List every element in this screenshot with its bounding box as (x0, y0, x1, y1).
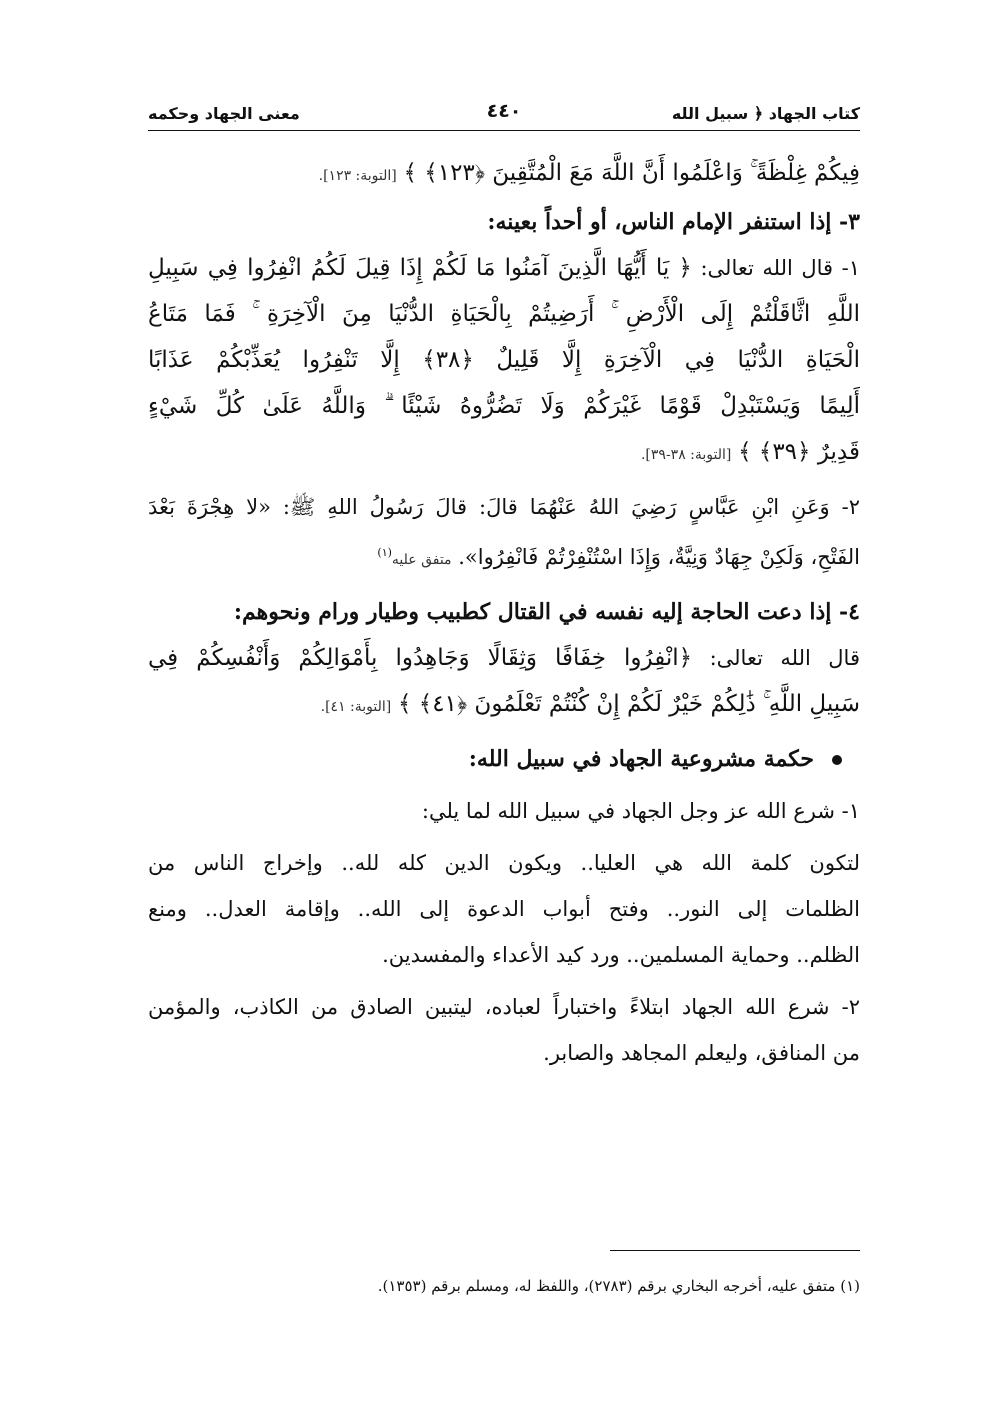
hadith-line: ٢- وَعَنِ ابْنِ عَبَّاسٍ رَضِيَ اللهُ عَنْهُمَا قالَ: قالَ رَسُولُ اللهِ ﷺ: «لا هِجْرَةَ بَعْدَ (148, 495, 860, 519)
bullet-heading-text: حكمة مشروعية الجهاد في سبيل الله: (468, 746, 814, 772)
verse-reference: [التوبة: ٣٨-٣٩]. (640, 447, 732, 463)
footnote: (١) متفق عليه، أخرجه البخاري برقم (٢٧٨٣)، واللفظ له، ومسلم برقم (١٣٥٣). (377, 1277, 860, 1295)
section-heading-3: ٣- إذا استنفر الإمام الناس، أو أحداً بعينه: (487, 209, 860, 235)
quran-verse-line: أَلِيمًا وَيَسْتَبْدِلْ قَوْمًا غَيْرَكُمْ وَلَا تَضُرُّوهُ شَيْئًا ۗ وَاللَّهُ عَلَىٰ كُلِّ شَيْءٍ (148, 393, 860, 419)
running-header (148, 100, 860, 126)
quran-verse: ﴿انْفِرُوا خِفَافًا وَثِقَالًا وَجَاهِدُوا بِأَمْوَالِكُمْ وَأَنْفُسِكُمْ فِي (148, 645, 693, 671)
bullet-heading (148, 736, 860, 782)
header-divider (148, 130, 860, 131)
bullet-icon (832, 755, 842, 765)
quran-verse-line (148, 635, 860, 681)
verse-intro: قال الله تعالى: (692, 646, 860, 670)
footnote-marker: (١) (377, 546, 392, 559)
verse-intro: ١- قال الله تعالى: (691, 256, 860, 280)
section-heading-4: ٤- إذا دعت الحاجة إليه نفسه في القتال كطبيب وطيار ورام ونحوهم: (233, 599, 860, 625)
quran-verse-line: الْحَيَاةِ الدُّنْيَا فِي الْآخِرَةِ إِلَّا قَلِيلٌ ﴿٣٨﴾ إِلَّا تَنْفِرُوا يُعَذِّبْكُمْ عَذَابًا (148, 347, 860, 373)
hadith-text: الفَتْحِ، وَلَكِنْ جِهَادٌ وَنِيَّةٌ، وَإِذَا اسْتُنْفِرْتُمْ فَانْفِرُوا». (451, 545, 860, 569)
quran-verse-line: اللَّهِ اثَّاقَلْتُمْ إِلَى الْأَرْضِ ۚ أَرَضِيتُمْ بِالْحَيَاةِ الدُّنْيَا مِنَ الْآخِرَةِ ۚ فَمَا مَتَاعُ (148, 301, 860, 327)
paragraph-line: الظلمات إلى النور.. وفتح أبواب الدعوة إلى الله.. وإقامة العدل.. ومنع (148, 897, 860, 921)
paragraph-line: ٢- شرع الله الجهاد ابتلاءً واختباراً لعباده، ليتبين الصادق من الكاذب، والمؤمن (148, 995, 860, 1019)
quran-verse-line (148, 150, 860, 199)
paragraph-line: لتكون كلمة الله هي العليا.. ويكون الدين كله لله.. وإخراج الناس من (148, 851, 860, 875)
verse-reference: [التوبة: ٤١]. (320, 699, 392, 715)
quran-verse-line (148, 429, 860, 478)
quran-verse: سَبِيلِ اللَّهِ ۚ ذَٰلِكُمْ خَيْرٌ لَكُمْ إِنْ كُنْتُمْ تَعْلَمُونَ ﴿٤١﴾ ﴾ (397, 691, 860, 717)
paragraph-intro: ١- شرع الله عز وجل الجهاد في سبيل الله لما يلي: (421, 799, 860, 823)
page-body (148, 150, 860, 1076)
paragraph-line: الظلم.. وحماية المسلمين.. ورد كيد الأعداء والمفسدين. (382, 943, 860, 967)
quran-verse: ﴿ يَا أَيُّهَا الَّذِينَ آمَنُوا مَا لَكُمْ إِذَا قِيلَ لَكُمُ انْفِرُوا فِي سَبِيلِ (148, 255, 692, 281)
hadith-line (148, 530, 860, 583)
page-number: ٤٤٠ (486, 100, 522, 122)
quran-verse: قَدِيرٌ ﴿٣٩﴾ ﴾ (738, 439, 860, 465)
verse-reference: [التوبة: ١٢٣]. (318, 168, 397, 184)
footnote-divider (610, 1250, 860, 1251)
quran-verse-line (148, 681, 860, 730)
book-title: كتاب الجهاد ﴿ سبيل الله (671, 104, 860, 123)
quran-verse-line (148, 245, 860, 291)
paragraph-line: من المنافق، وليعلم المجاهد والصابر. (543, 1041, 860, 1065)
quran-verse: فِيكُمْ غِلْظَةً ۚ وَاعْلَمُوا أَنَّ اللَّهَ مَعَ الْمُتَّقِينَ ﴿١٢٣﴾ ﴾ (403, 160, 860, 186)
hadith-grade: متفق عليه (391, 552, 452, 568)
chapter-title: معنى الجهاد وحكمه (148, 104, 300, 123)
